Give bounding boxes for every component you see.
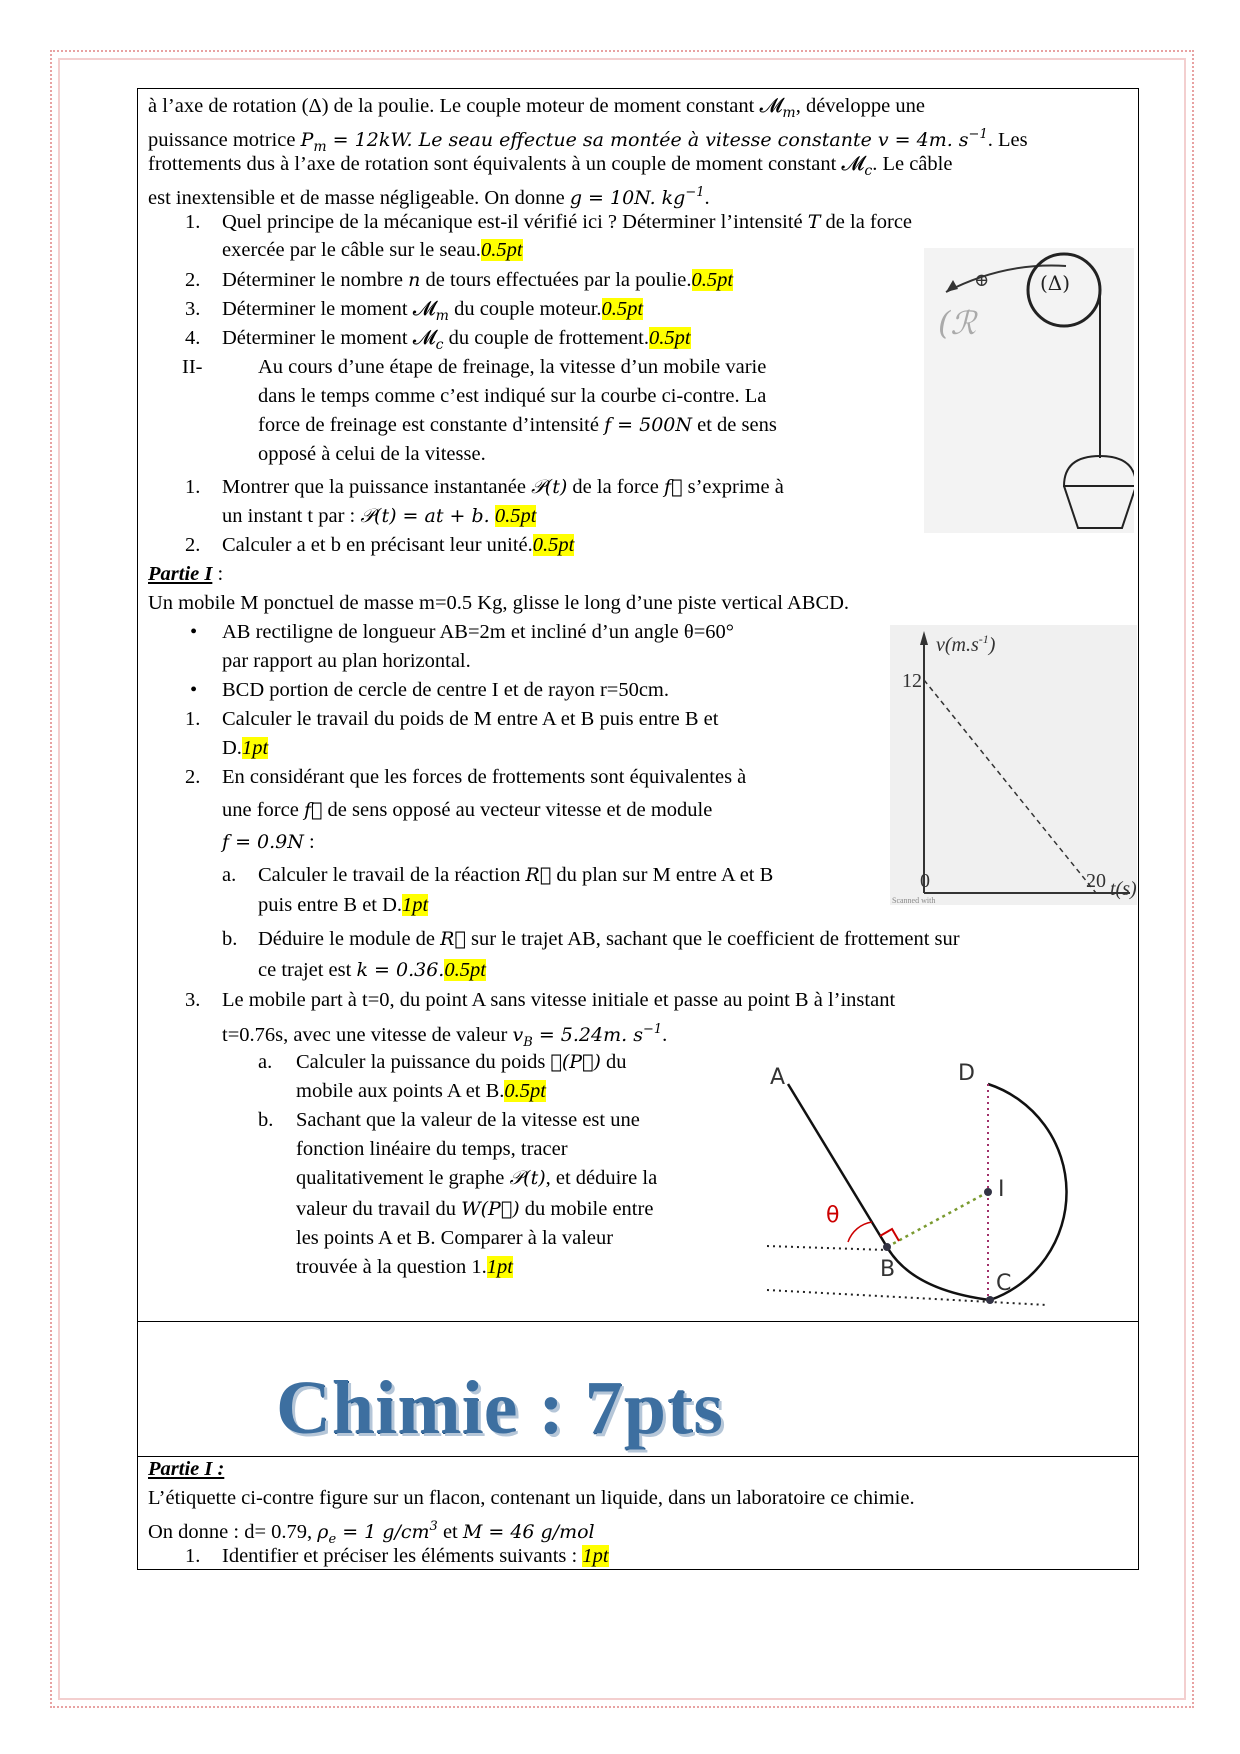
x-tick-0: 0 bbox=[920, 870, 930, 892]
intro-line-3: frottements dus à l’axe de rotation sont équivalents à un couple de moment constant 𝓜$_c$. Le câble bbox=[148, 153, 953, 180]
intro-line-4: est inextensible et de masse négligeable. On donne g = 10N. $kg^{-1}$. bbox=[148, 185, 710, 209]
p2-number: 2. bbox=[185, 766, 201, 788]
p3a-text-2: mobile aux points A et B.0.5pt bbox=[296, 1080, 546, 1102]
radius-IB bbox=[887, 1192, 988, 1247]
label-theta: θ bbox=[826, 1203, 840, 1228]
p1-number: 1. bbox=[185, 708, 201, 730]
R-label: (ℛ bbox=[938, 304, 977, 342]
bullet-1-text: AB rectiligne de longueur AB=2m et incliné d’un angle θ=60° bbox=[222, 621, 734, 643]
p2b-text: Déduire le module de R⃗ sur le trajet AB, sachant que le coefficient de frottement sur bbox=[258, 928, 960, 950]
scan-watermark: Scanned with bbox=[892, 896, 936, 905]
label-A: A bbox=[770, 1065, 786, 1090]
p3a-points: 0.5pt bbox=[504, 1080, 546, 1102]
bullet-2-dot: • bbox=[190, 679, 198, 701]
bullet-1-dot: • bbox=[190, 621, 198, 643]
y-axis-label: $v(m.s^{-1})$ bbox=[936, 632, 996, 656]
p3-number: 3. bbox=[185, 989, 201, 1011]
label-D: D bbox=[958, 1061, 975, 1086]
p2-text-2: une force f⃗ de sens opposé au vecteur vitesse et de module bbox=[222, 799, 713, 821]
p3-text: Le mobile part à t=0, du point A sans vitesse initiale et passe au point B à l’instant bbox=[222, 989, 896, 1011]
q1-text: Quel principe de la mécanique est-il vérifié ici ? Déterminer l’intensité T de la force bbox=[222, 211, 913, 233]
p3b-line-6: trouvée à la question 1.1pt bbox=[296, 1256, 513, 1278]
p2b-points: 0.5pt bbox=[444, 959, 486, 981]
partie-i-heading: Partie I : bbox=[148, 563, 224, 585]
p2-text: En considérant que les forces de frottements sont équivalentes à bbox=[222, 766, 747, 788]
point-I bbox=[984, 1188, 992, 1196]
p2a-text-2: puis entre B et D.1pt bbox=[258, 894, 429, 916]
p3b-line-5: les points A et B. Comparer à la valeur bbox=[296, 1227, 614, 1249]
bullet-1-text-2: par rapport au plan horizontal. bbox=[222, 650, 471, 672]
track-figure bbox=[762, 1060, 1122, 1320]
point-C bbox=[986, 1296, 994, 1304]
label-C: C bbox=[996, 1271, 1012, 1296]
q1-number: 1. bbox=[185, 211, 201, 233]
partie-i-intro: Un mobile M ponctuel de masse m=0.5 Kg, glisse le long d’une piste vertical ABCD. bbox=[148, 592, 850, 614]
q1-points: 0.5pt bbox=[480, 239, 523, 261]
part-ii-line-2: dans le temps comme c’est indiqué sur la courbe ci-contre. La bbox=[258, 385, 767, 407]
part-ii-line-3: force de freinage est constante d’intensité f = 500N et de sens bbox=[258, 414, 777, 436]
chimie-title: Chimie : 7pts bbox=[276, 1366, 724, 1450]
x-axis-label: t(s) bbox=[1110, 878, 1137, 900]
p3a-text: Calculer la puissance du poids 𝒫(P⃗) du bbox=[296, 1051, 627, 1073]
p3b-line-1: Sachant que la valeur de la vitesse est une bbox=[296, 1109, 640, 1131]
q3-number: 3. bbox=[185, 298, 201, 320]
q4-points: 0.5pt bbox=[649, 327, 691, 349]
p2b-number: b. bbox=[222, 928, 238, 950]
p2-text-3: f = 0.9N : bbox=[222, 831, 315, 853]
pulley-figure bbox=[924, 248, 1134, 533]
chimie-q1-text: Identifier et préciser les éléments suivants : 1pt bbox=[222, 1545, 609, 1567]
ii1-number: 1. bbox=[185, 476, 201, 498]
q4-number: 4. bbox=[185, 327, 201, 349]
velocity-graph bbox=[890, 625, 1137, 905]
p1-text: Calculer le travail du poids de M entre A et B puis entre B et bbox=[222, 708, 719, 730]
ii1-text: Montrer que la puissance instantanée 𝒫(t) de la force f⃗ s’exprime à bbox=[222, 476, 784, 498]
p2a-number: a. bbox=[222, 864, 237, 886]
q2-number: 2. bbox=[185, 269, 201, 291]
ii1-text-2: un instant t par : 𝒫(t) = at + b. 0.5pt bbox=[222, 505, 537, 527]
p3b-line-2: fonction linéaire du temps, tracer bbox=[296, 1138, 568, 1160]
p1-points: 1pt bbox=[241, 737, 269, 759]
part-ii-line-1: Au cours d’une étape de freinage, la vitesse d’un mobile varie bbox=[258, 356, 767, 378]
chimie-line-1: L’étiquette ci-contre figure sur un flacon, contenant un liquide, dans un laboratoire ce chimie. bbox=[148, 1487, 915, 1509]
label-I: I bbox=[998, 1177, 1005, 1202]
q4-text: Déterminer le moment 𝓜$_c$ du couple de frottement.0.5pt bbox=[222, 327, 691, 354]
x-tick-20: 20 bbox=[1086, 870, 1106, 892]
y-tick-12: 12 bbox=[902, 670, 922, 692]
p2b-text-2: ce trajet est k = 0.36.0.5pt bbox=[258, 959, 486, 981]
label-B: B bbox=[880, 1257, 896, 1282]
graph-bg bbox=[890, 625, 1137, 905]
point-B bbox=[883, 1243, 891, 1251]
bullet-2-text: BCD portion de cercle de centre I et de rayon r=50cm. bbox=[222, 679, 670, 701]
q1-text-2: exercée par le câble sur le seau.0.5pt bbox=[222, 239, 523, 261]
chimie-q1-points: 1pt bbox=[582, 1545, 609, 1567]
p3b-line-4: valeur du travail du W(P⃗) du mobile entre bbox=[296, 1198, 654, 1220]
p3b-line-3: qualitativement le graphe 𝒫(t), et déduire la bbox=[296, 1167, 658, 1189]
p2a-text: Calculer le travail de la réaction R⃗ du plan sur M entre A et B bbox=[258, 864, 774, 886]
delta-label: (Δ) bbox=[1040, 271, 1071, 295]
q3-points: 0.5pt bbox=[601, 298, 644, 320]
p3b-points: 1pt bbox=[486, 1256, 513, 1278]
ii1-points: 0.5pt bbox=[494, 505, 537, 527]
p3a-number: a. bbox=[258, 1051, 273, 1073]
ii2-number: 2. bbox=[185, 534, 201, 556]
plus-symbol: ⊕ bbox=[974, 270, 990, 290]
p2a-points: 1pt bbox=[402, 894, 429, 916]
part-ii-line-4: opposé à celui de la vitesse. bbox=[258, 443, 486, 465]
intro-line-2: puissance motrice $P_m = 12kW$. Le seau effectue sa montée à vitesse constante v = 4m. $s^{-1}$. Les bbox=[148, 127, 1028, 155]
ii2-points: 0.5pt bbox=[532, 534, 575, 556]
ii2-text: Calculer a et b en précisant leur unité.0.5pt bbox=[222, 534, 575, 556]
chimie-partie-heading: Partie I : bbox=[148, 1458, 225, 1480]
theta-arc bbox=[848, 1222, 872, 1242]
p3b-number: b. bbox=[258, 1109, 274, 1131]
chimie-q1-number: 1. bbox=[185, 1545, 201, 1567]
q2-points: 0.5pt bbox=[691, 269, 734, 291]
horizontal-B bbox=[767, 1246, 887, 1250]
chimie-line-2: On donne : d= 0.79, $\rho_e = 1$ $g/cm^3$ et M = 46 g/mol bbox=[148, 1519, 595, 1547]
p1-text-2: D.1pt bbox=[222, 737, 269, 759]
part-ii-label: II- bbox=[182, 356, 203, 378]
track-BCD bbox=[887, 1084, 1067, 1300]
intro-line-1: à l’axe de rotation (Δ) de la poulie. Le couple moteur de moment constant 𝓜$_m$, développe une bbox=[148, 95, 925, 122]
p3-text-2: t=0.76s, avec une vitesse de valeur $v_B = 5.24m$. $s^{-1}$. bbox=[222, 1022, 668, 1050]
q2-text: Déterminer le nombre n de tours effectuées par la poulie.0.5pt bbox=[222, 269, 734, 291]
q3-text: Déterminer le moment 𝓜$_m$ du couple moteur.0.5pt bbox=[222, 298, 644, 325]
